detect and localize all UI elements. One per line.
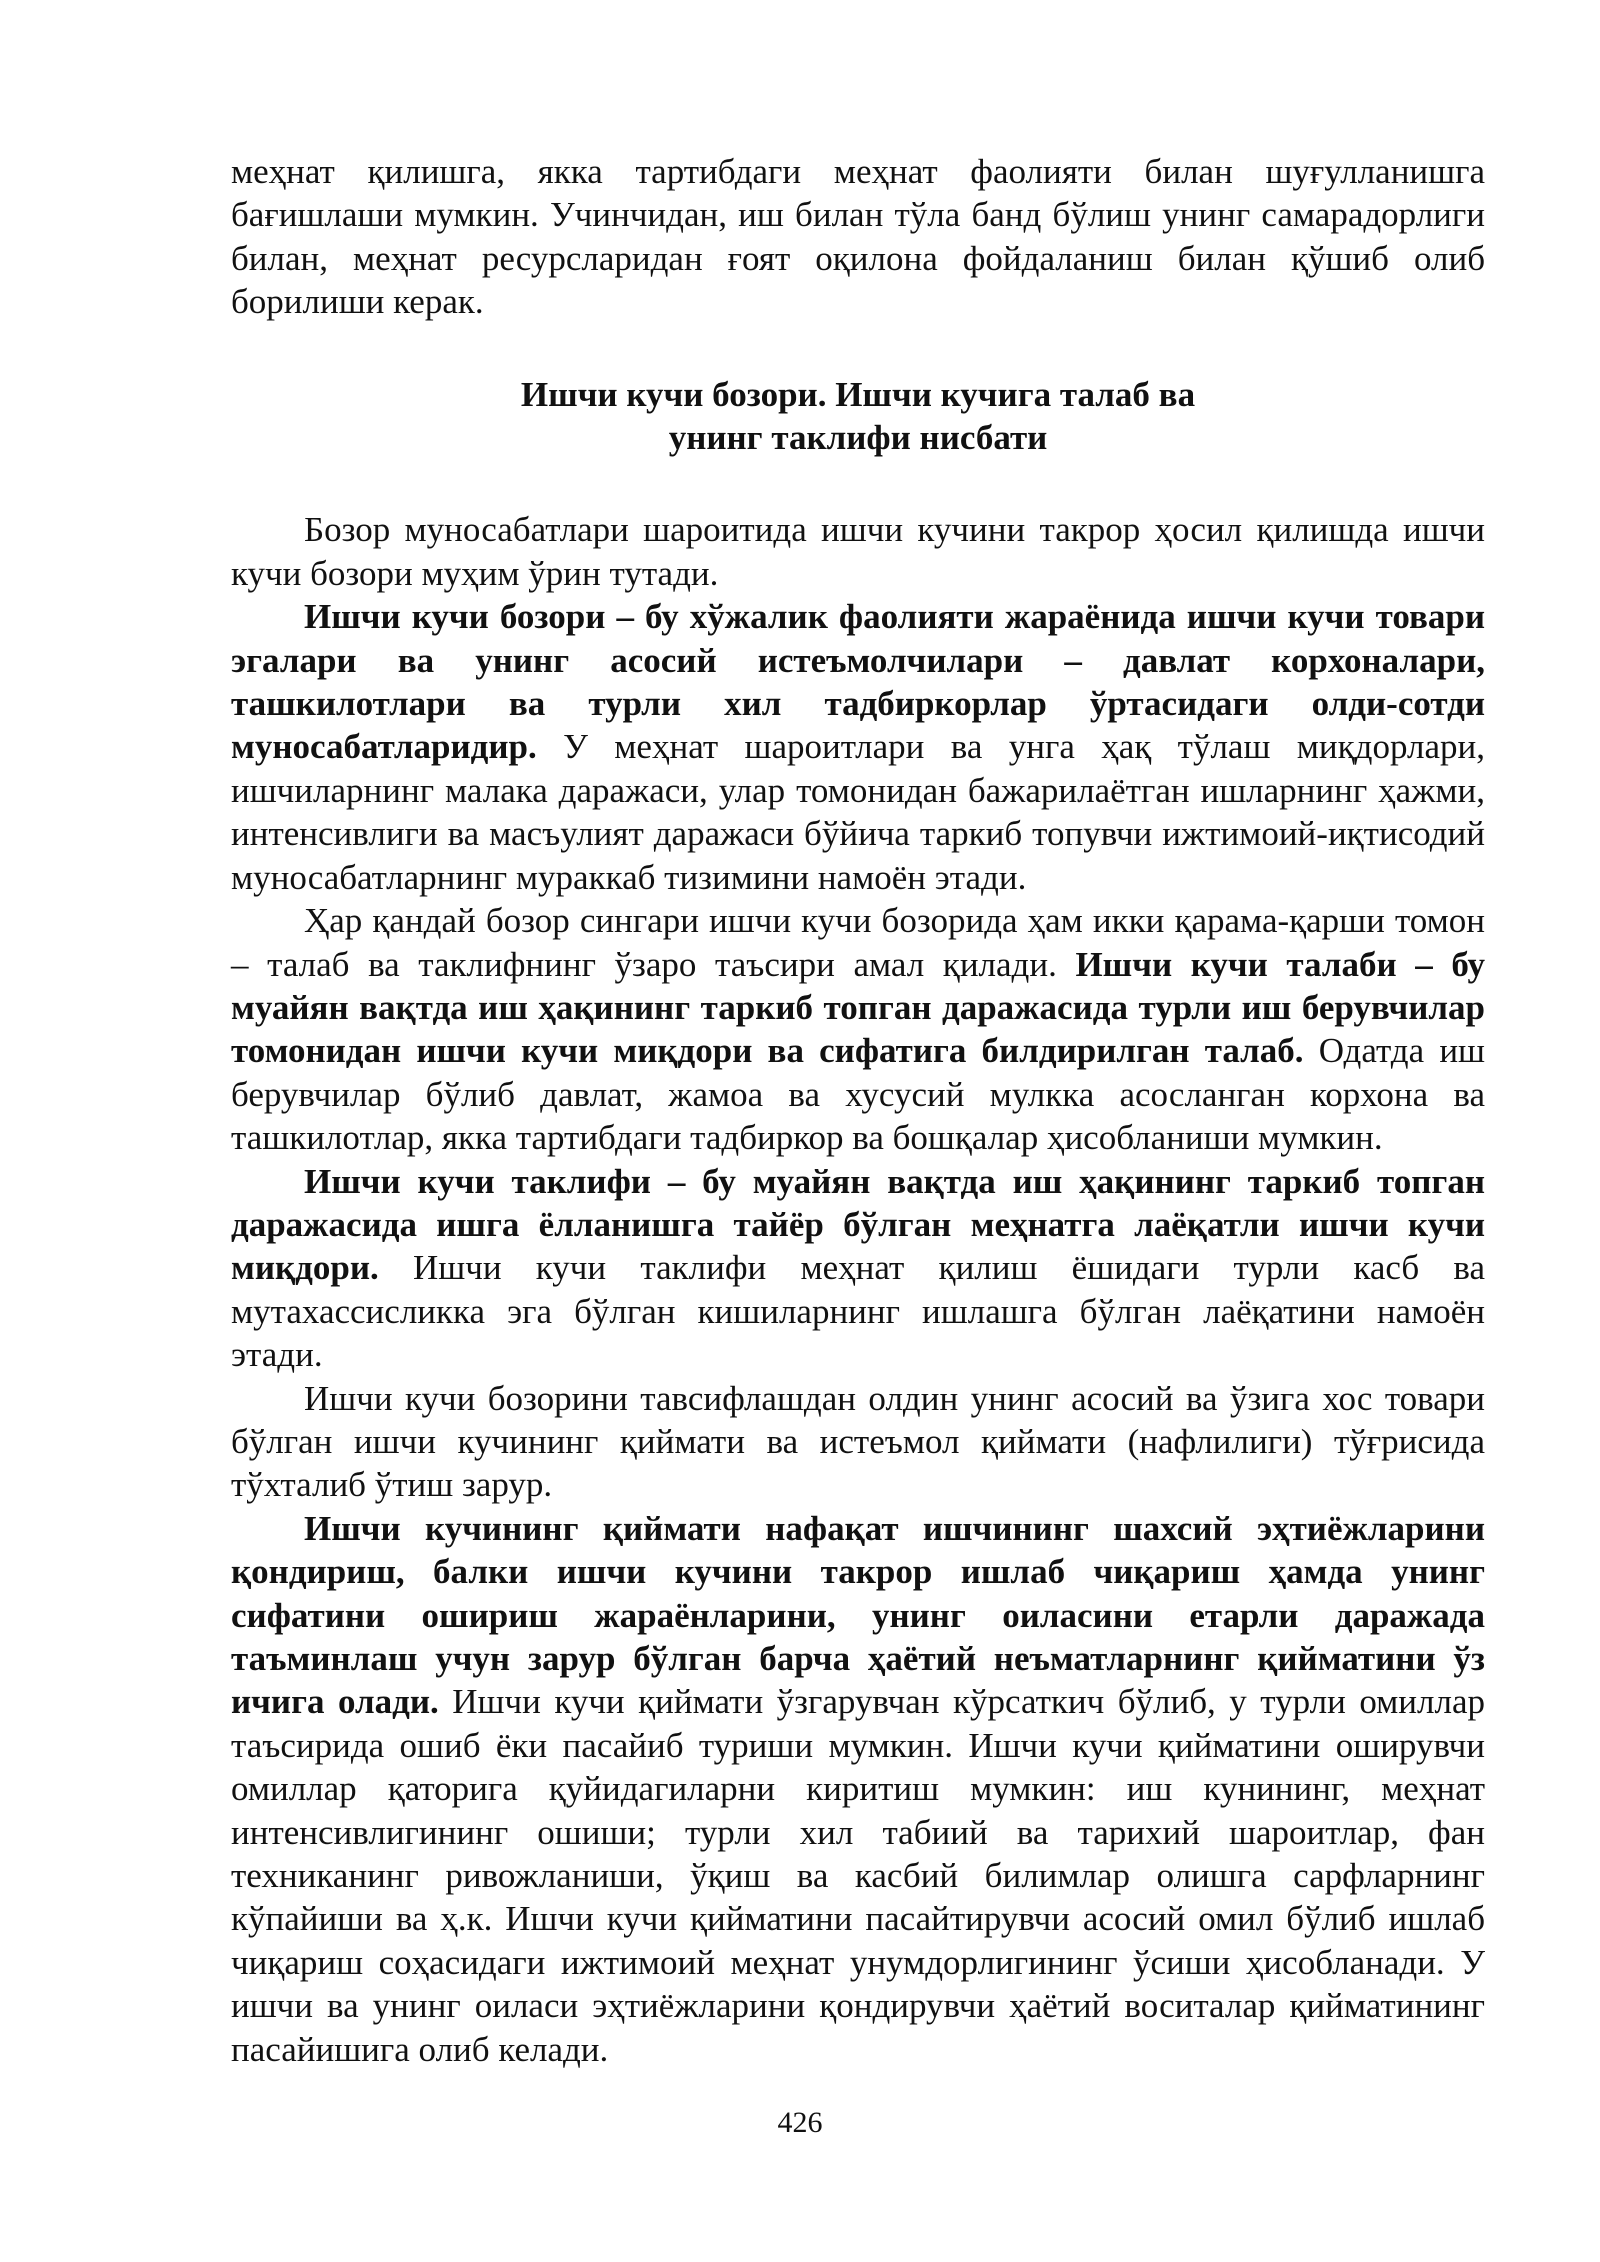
section-heading-line-2: унинг таклифи нисбати bbox=[668, 418, 1048, 458]
paragraph-3 bbox=[231, 899, 1485, 1159]
paragraph-5 bbox=[231, 1377, 1485, 1507]
paragraph-3-bold: Ишчи кучи талаби – бу муайян вақтда иш ҳақининг таркиб топган даражасида турли иш берувчилар томонидан ишчи кучи миқдори ва сифатига билдирилган талаб. bbox=[231, 944, 1485, 1071]
paragraph-1 bbox=[231, 508, 1485, 595]
page-number: 426 bbox=[777, 2106, 823, 2139]
paragraph-2-text: У меҳнат шароитлари ва унга ҳақ тўлаш миқдорлари, ишчиларнинг малака даражаси, улар томонидан бажарилаётган ишларнинг ҳажми, интенсивлиги ва масъулият даражаси бўйича таркиб топувчи ижтимоий-иқтисодий муносабатларнинг мураккаб тизимини намоён этади. bbox=[231, 727, 1485, 897]
paragraph-6-bold: Ишчи кучининг қиймати нафақат ишчининг шахсий эҳтиёжларини қондириш, балки ишчи кучини такрор ишлаб чиқариш ҳамда унинг сифатини ошириш жараёнларини, унинг оиласини етарли даражада таъминлаш учун зарур бўлган барча ҳаётий неъматларнинг қийматини ўз ичига олади. bbox=[231, 1508, 1485, 1722]
paragraph-4 bbox=[231, 1160, 1485, 1377]
section-heading bbox=[231, 373, 1485, 460]
intro-paragraph: меҳнат қилишга, якка тартибдаги меҳнат фаолияти билан шуғулланишга бағишлаши мумкин. Учинчидан, иш билан тўла банд бўлиш унинг самарадорлиги билан, меҳнат ресурсларидан ғоят оқилона фойдаланиш билан қўшиб олиб борилиши керак. bbox=[231, 152, 1485, 322]
paragraph-6-text: Ишчи кучи қиймати ўзгарувчан кўрсаткич бўлиб, у турли омиллар таъсирида ошиб ёки пасайиб туриши мумкин. Ишчи кучи қийматини оширувчи омиллар қаторига қуйидагиларни киритиш мумкин: иш кунининг, меҳнат интенсивлигининг ошиши; турли хил табиий ва тарихий шароитлар, фан техниканинг ривожланиши, ўқиш ва касбий билимлар олишга сарфларнинг кўпайиши ва ҳ.к. Ишчи кучи қийматини пасайтирувчи асосий омил бўлиб ишлаб чиқариш соҳасидаги ижтимоий меҳнат унумдорлигининг ўсиши ҳисобланади. У ишчи ва унинг оиласи эҳтиёжларини қондирувчи ҳаётий воситалар қийматининг пасайишига олиб келади. bbox=[231, 1682, 1485, 2069]
document-page bbox=[231, 150, 1485, 2071]
paragraph-2 bbox=[231, 595, 1485, 899]
paragraph-2-bold: Ишчи кучи бозори – бу хўжалик фаолияти жараёнида ишчи кучи товари эгалари ва унинг асосий истеъмолчилари – давлат корхоналари, ташкилотлари ва турли хил тадбиркорлар ўртасидаги олди-сотди муносабатларидир. bbox=[231, 597, 1485, 767]
paragraph-1-text: Бозор муносабатлари шароитида ишчи кучини такрор ҳосил қилишда ишчи кучи бозори муҳим ўрин тутади. bbox=[231, 510, 1485, 593]
paragraph-4-text: Ишчи кучи таклифи меҳнат қилиш ёшидаги турли касб ва мутахассисликка эга бўлган кишиларнинг ишлашга бўлган лаёқатини намоён этади. bbox=[231, 1248, 1485, 1375]
paragraph-5-text: Ишчи кучи бозорини тавсифлашдан олдин унинг асосий ва ўзига хос товари бўлган ишчи кучининг қиймати ва истеъмол қиймати (нафлилиги) тўғрисида тўхталиб ўтиш зарур. bbox=[231, 1378, 1485, 1505]
paragraph-6 bbox=[231, 1507, 1485, 2071]
paragraph-4-bold: Ишчи кучи таклифи – бу муайян вақтда иш ҳақининг таркиб топган даражасида ишга ёлланишга тайёр бўлган меҳнатга лаёқатли ишчи кучи миқдори. bbox=[231, 1161, 1485, 1288]
section-heading-line-1: Ишчи кучи бозори. Ишчи кучига талаб ва bbox=[520, 374, 1196, 414]
paragraph-3-lead: Ҳар қандай бозор сингари ишчи кучи бозорида ҳам икки қарама-қарши томон – талаб ва таклифнинг ўзаро таъсири амал қилади. bbox=[231, 901, 1485, 984]
paragraph-3-text: Одатда иш берувчилар бўлиб давлат, жамоа ва хусусий мулкка асосланган корхона ва ташкилотлар, якка тартибдаги тадбиркор ва бошқалар ҳисобланиши мумкин. bbox=[231, 1031, 1486, 1158]
